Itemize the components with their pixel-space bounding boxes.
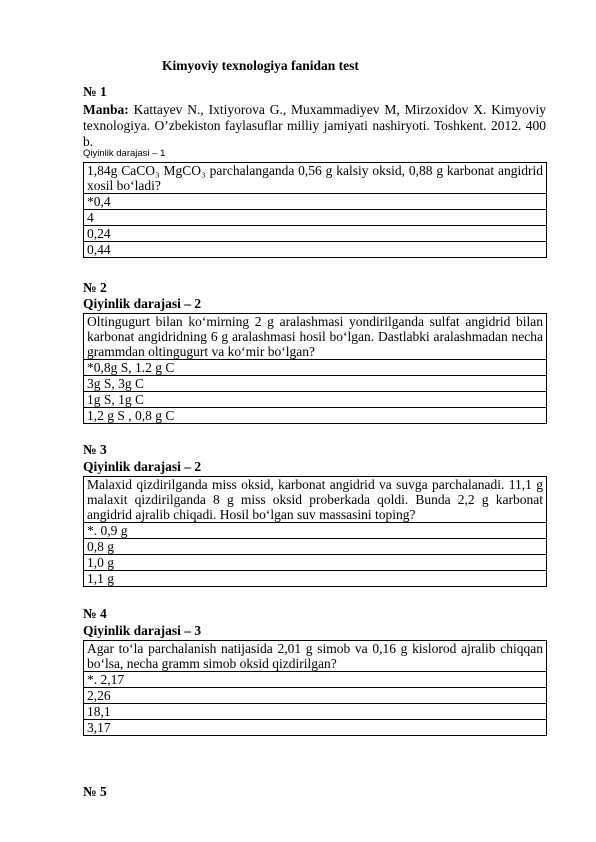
question-3-option-b: 0,8 g <box>84 539 547 555</box>
question-3-table <box>83 476 547 587</box>
question-2-table <box>83 313 547 424</box>
question-1-number: № 1 <box>83 84 107 99</box>
question-4-level: Qiyinlik darajasi – 3 <box>83 623 202 638</box>
question-1-text: 1,84g CaCO₃ MgCO₃ parchalanganda 0,56 g kalsiy oksid, 0,88 g karbonat angidrid xosil bo‘ladi? <box>84 163 547 194</box>
question-2-text: Oltingugurt bilan ko‘mirning 2 g aralashmasi yondirilganda sulfat angidrid bilan karbonat angidridning 6 g aralashmasi hosil bo‘lgan. Dastlabki aralashmadan necha grammdan oltingugurt va ko‘mir bo‘lgan? <box>84 314 547 360</box>
question-2-level: Qiyinlik darajasi – 2 <box>83 296 202 311</box>
question-1-option-a: *0,4 <box>84 194 547 210</box>
question-2-option-a: *0,8g S, 1.2 g C <box>84 360 547 376</box>
question-3-level: Qiyinlik darajasi – 2 <box>83 459 202 474</box>
question-5-number: № 5 <box>83 784 107 799</box>
question-4-option-d: 3,17 <box>84 720 547 736</box>
question-4-option-a: *. 2,17 <box>84 672 547 688</box>
question-3-option-d: 1,1 g <box>84 571 547 587</box>
question-4-number: № 4 <box>83 606 107 621</box>
question-3-text: Malaxid qizdirilganda miss oksid, karbonat angidrid va suvga parchalanadi. 11,1 g malaxit qizdirilganda 8 g miss oksid proberkada qoldi. Bunda 2,2 g karbonat angidrid ajralib chiqadi. Hosil bo‘lgan suv massasini toping? <box>84 477 547 523</box>
question-3-number: № 3 <box>83 442 107 457</box>
document-title: Kimyoviy texnologiya fanidan test <box>162 58 359 73</box>
question-2-option-c: 1g S, 1g C <box>84 392 547 408</box>
question-1-option-b: 4 <box>84 210 547 226</box>
question-4-table <box>83 640 547 736</box>
question-1-option-d: 0,44 <box>84 242 547 258</box>
question-3-option-a: *. 0,9 g <box>84 523 547 539</box>
question-1-level: Qiyinlik darajasi – 1 <box>83 148 166 159</box>
source-label: Manba: <box>83 102 129 117</box>
question-1-table <box>83 162 547 258</box>
question-4-text: Agar to‘la parchalanish natijasida 2,01 g simob va 0,16 g kislorod ajralib chiqqan bo‘lsa, necha gramm simob oksid qizdirilgan? <box>84 641 547 672</box>
question-2-number: № 2 <box>83 280 107 295</box>
question-4-option-b: 2,26 <box>84 688 547 704</box>
question-2-option-b: 3g S, 3g C <box>84 376 547 392</box>
source-text: Kattayev N., Ixtiyorova G., Muxammadiyev M, Mirzoxidov X. Kimyoviy texnologiya. O’zbekiston faylasuflar milliy jamiyati nashiryoti. Toshkent. 2012. 400 b. <box>83 102 546 150</box>
source-reference <box>83 102 546 151</box>
question-1-option-c: 0,24 <box>84 226 547 242</box>
question-3-option-c: 1,0 g <box>84 555 547 571</box>
question-2-option-d: 1,2 g S , 0,8 g C <box>84 408 547 424</box>
question-4-option-c: 18,1 <box>84 704 547 720</box>
